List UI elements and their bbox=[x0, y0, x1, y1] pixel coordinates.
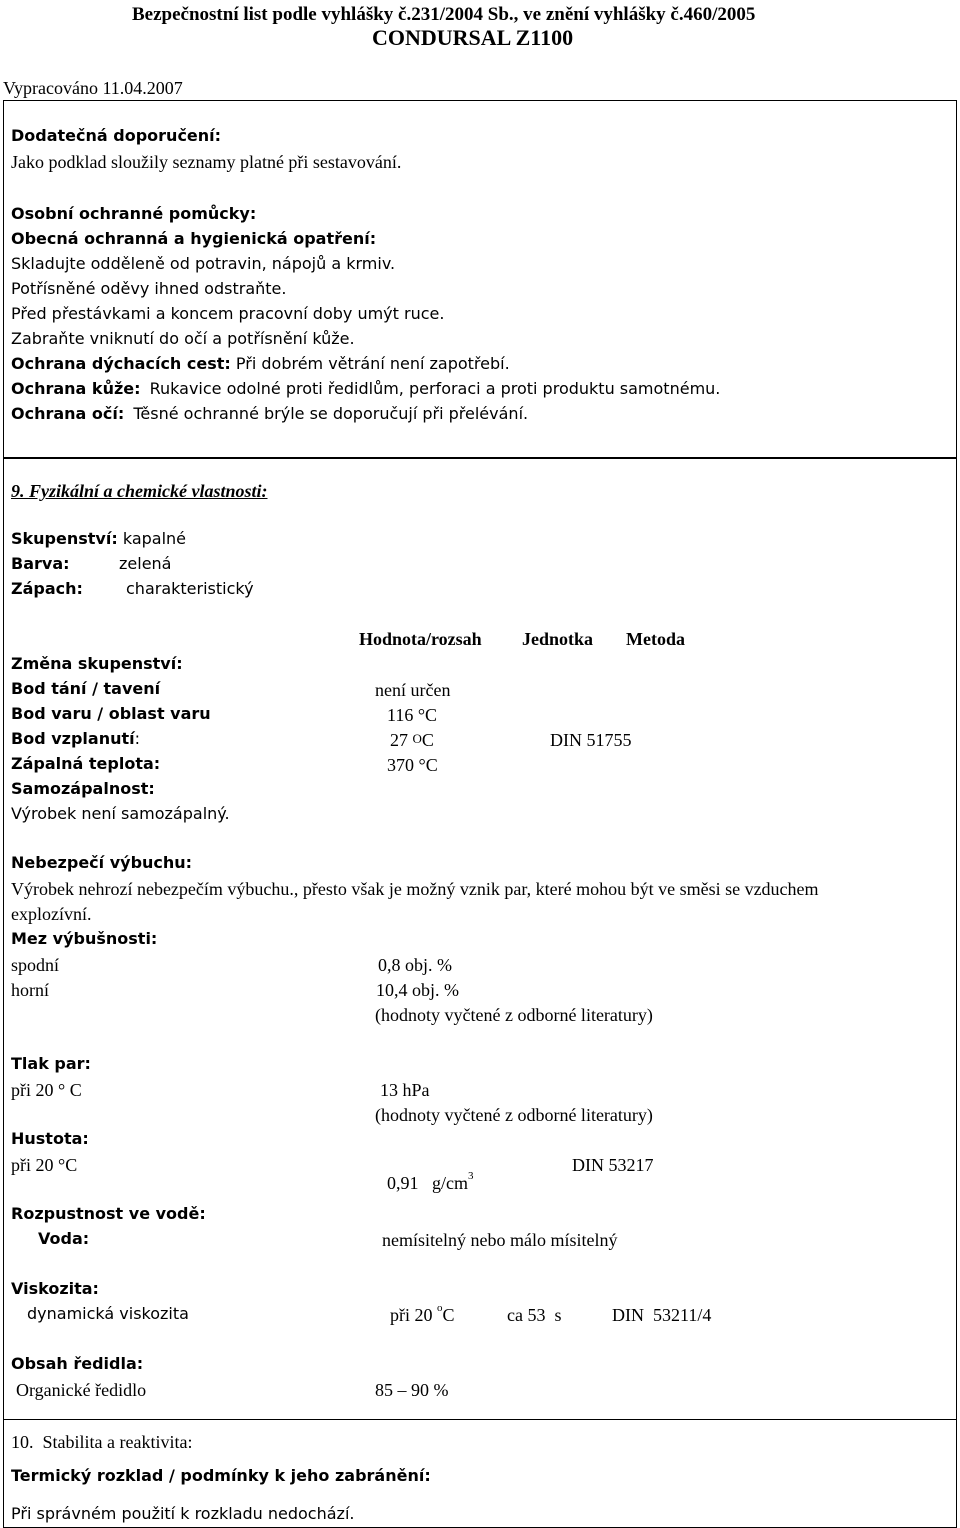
column-method-header: Metoda bbox=[626, 629, 685, 649]
water-label: Voda: bbox=[38, 1229, 90, 1248]
skin-text: Rukavice odolné proti ředidlům, perforaci a proti produktu samotnému. bbox=[149, 379, 721, 398]
section9-title bbox=[11, 482, 268, 500]
explosion-text-line1: Výrobek nehrozí nebezpečím výbuchu., přesto však je možný vznik par, které mohou být ve směsi se vzduchem bbox=[11, 879, 819, 899]
viscosity-condition bbox=[390, 1302, 455, 1325]
boiling-point-value: 116 °C bbox=[387, 705, 438, 725]
viscosity-label: Viskozita: bbox=[11, 1279, 99, 1298]
section10-title: 10. Stabilita a reaktivita: bbox=[11, 1432, 193, 1452]
solubility-label: Rozpustnost ve vodě: bbox=[11, 1204, 206, 1223]
vapor-pressure-value: 13 hPa bbox=[380, 1080, 430, 1100]
vapor-pressure-condition: při 20 ° C bbox=[11, 1080, 82, 1100]
eye-label: Ochrana očí: bbox=[11, 404, 125, 423]
state-label: Skupenství: bbox=[11, 529, 118, 548]
measure-line: Potřísněné oděvy ihned odstraňte. bbox=[11, 279, 287, 298]
measure-line: Skladujte odděleně od potravin, nápojů a krmiv. bbox=[11, 254, 396, 273]
skin-protection bbox=[11, 381, 720, 397]
solvent-type: Organické ředidlo bbox=[16, 1380, 147, 1400]
measure-line: Zabraňte vniknutí do očí a potřísnění kůže. bbox=[11, 329, 355, 348]
state-row bbox=[11, 531, 186, 547]
explosion-text-line2: explozívní. bbox=[11, 904, 92, 924]
odor-label: Zápach: bbox=[11, 579, 83, 598]
flash-point-colon: : bbox=[134, 729, 140, 748]
viscosity-cond-text: při 20 bbox=[390, 1305, 433, 1325]
flash-unit-c: C bbox=[421, 730, 434, 750]
color-label: Barva: bbox=[11, 554, 70, 573]
skin-label: Ochrana kůže: bbox=[11, 379, 141, 398]
solvent-value: 85 – 90 % bbox=[375, 1380, 449, 1400]
ignition-temp-value: 370 °C bbox=[387, 755, 438, 775]
viscosity-cond-unit: C bbox=[442, 1305, 455, 1325]
explosion-hazard-label: Nebezpečí výbuchu: bbox=[11, 853, 193, 872]
odor-value: charakteristický bbox=[126, 579, 254, 598]
flash-value-number: 27 bbox=[390, 730, 408, 750]
general-measures-title: Obecná ochranná a hygienická opatření: bbox=[11, 229, 377, 248]
respiratory-text: Při dobrém větrání není zapotřebí. bbox=[235, 354, 510, 373]
header-title-line1: Bezpečnostní list podle vyhlášky č.231/2004 Sb., ve znění vyhlášky č.460/2005 bbox=[132, 4, 756, 25]
melting-point-value: není určen bbox=[375, 680, 451, 700]
density-condition: při 20 °C bbox=[11, 1155, 78, 1175]
water-solubility-value: nemísitelný nebo málo mísitelný bbox=[382, 1230, 618, 1250]
eye-text: Těsné ochranné brýle se doporučují při přelévání. bbox=[133, 404, 529, 423]
solvent-content-label: Obsah ředidla: bbox=[11, 1354, 144, 1373]
color-value: zelená bbox=[119, 554, 172, 573]
self-ignition-text: Výrobek není samozápalný. bbox=[11, 804, 230, 823]
density-method: DIN 53217 bbox=[572, 1155, 654, 1175]
lower-limit-label: spodní bbox=[11, 955, 60, 975]
flash-point-label: Bod vzplanutí bbox=[11, 729, 135, 748]
viscosity-method: DIN 53211/4 bbox=[612, 1305, 712, 1325]
vapor-literature-note: (hodnoty vyčtené z odborné literatury) bbox=[375, 1105, 653, 1125]
decomposition-label: Termický rozklad / podmínky k jeho zabránění: bbox=[11, 1466, 431, 1485]
density-value bbox=[378, 1156, 474, 1192]
upper-limit-value: 10,4 obj. % bbox=[376, 980, 459, 1000]
density-value-text: 0,91 g/cm bbox=[387, 1173, 468, 1193]
additional-text: Jako podklad sloužily seznamy platné při sestavování. bbox=[11, 152, 402, 172]
column-value-header: Hodnota/rozsah bbox=[359, 629, 482, 649]
density-superscript: 3 bbox=[468, 1170, 474, 1182]
section9-title-text: 9. Fyzikální a chemické vlastnosti: bbox=[11, 481, 268, 501]
flash-unit-o: O bbox=[412, 731, 422, 746]
measure-line: Před přestávkami a koncem pracovní doby umýt ruce. bbox=[11, 304, 445, 323]
flash-point-method: DIN 51755 bbox=[550, 730, 632, 750]
phase-change-label: Změna skupenství: bbox=[11, 654, 183, 673]
melting-point-label: Bod tání / tavení bbox=[11, 679, 161, 698]
viscosity-type: dynamická viskozita bbox=[27, 1304, 189, 1323]
column-unit-header: Jednotka bbox=[522, 629, 594, 649]
limits-literature-note: (hodnoty vyčtené z odborné literatury) bbox=[375, 1005, 653, 1025]
decomposition-text: Při správném použití k rozkladu nedochází. bbox=[11, 1504, 355, 1523]
additional-title: Dodatečná doporučení: bbox=[11, 126, 222, 145]
product-name: CONDURSAL Z1100 bbox=[372, 25, 574, 50]
viscosity-cond-degree: o bbox=[437, 1302, 443, 1314]
self-ignition-label: Samozápalnost: bbox=[11, 779, 155, 798]
explosion-limits-label: Mez výbušnosti: bbox=[11, 929, 158, 948]
prepared-date: Vypracováno 11.04.2007 bbox=[3, 78, 183, 98]
upper-limit-label: horní bbox=[11, 980, 49, 1000]
respiratory-label: Ochrana dýchacích cest: bbox=[11, 354, 231, 373]
vapor-pressure-label: Tlak par: bbox=[11, 1054, 91, 1073]
viscosity-value: ca 53 s bbox=[507, 1305, 562, 1325]
ppe-title: Osobní ochranné pomůcky: bbox=[11, 204, 257, 223]
eye-protection bbox=[11, 406, 528, 422]
density-label: Hustota: bbox=[11, 1129, 89, 1148]
boiling-point-label: Bod varu / oblast varu bbox=[11, 704, 211, 723]
ignition-temp-label: Zápalná teplota: bbox=[11, 754, 161, 773]
flash-point-row bbox=[11, 731, 140, 747]
respiratory-protection bbox=[11, 356, 510, 372]
flash-point-value bbox=[390, 731, 434, 749]
lower-limit-value: 0,8 obj. % bbox=[378, 955, 452, 975]
state-value: kapalné bbox=[122, 529, 187, 548]
